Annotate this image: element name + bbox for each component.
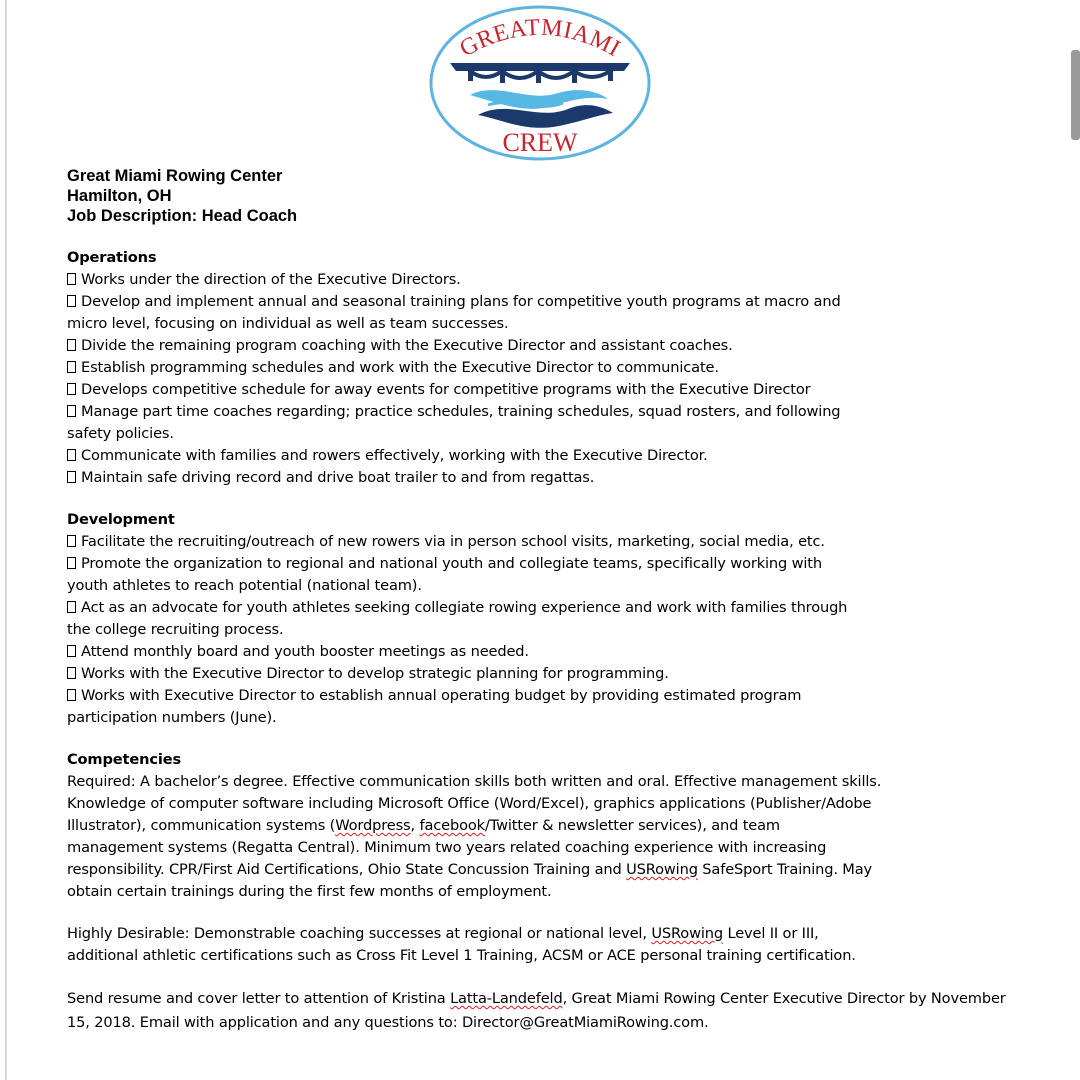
checkbox-glyph-icon	[67, 535, 76, 547]
job-description-body	[67, 247, 1007, 1035]
required-paragraph: Required: A bachelor’s degree. Effective communication skills both written and oral. Effective management skills. Knowledge of computer software including Microsoft Office (Word/Excel), graphics applications (Publisher/Adobe Illustrator), communication systems (Wordpress, facebook/Twitter & newsletter services), and team management systems (Regatta Central). Minimum two years related coaching experience with increasing responsibility. CPR/First Aid Certifications, Ohio State Concussion Training and USRowing SafeSport Training. May obtain certain trainings during the first few months of employment.	[67, 773, 882, 900]
list-item: Develop and implement annual and seasonal training plans for competitive youth programs at macro and micro level, focusing on individual as well as team successes.	[67, 293, 841, 332]
page-left-border	[5, 0, 7, 1080]
list-item: Communicate with families and rowers effectively, working with the Executive Director.	[67, 445, 1007, 467]
checkbox-glyph-icon	[67, 383, 76, 395]
document-header	[67, 166, 297, 226]
checkbox-glyph-icon	[67, 601, 76, 613]
list-item: Attend monthly board and youth booster meetings as needed.	[67, 641, 1007, 663]
list-item: Works with Executive Director to establish annual operating budget by providing estimated program participation numbers (June).	[67, 687, 802, 726]
list-item: Divide the remaining program coaching with the Executive Director and assistant coaches.	[67, 335, 1007, 357]
list-item: Maintain safe driving record and drive boat trailer to and from regattas.	[67, 467, 1007, 489]
checkbox-glyph-icon	[67, 449, 76, 461]
spellcheck-word[interactable]: Wordpress	[335, 817, 411, 834]
spellcheck-word[interactable]: Latta-Landefeld	[450, 990, 563, 1007]
checkbox-glyph-icon	[67, 557, 76, 569]
operations-heading: Operations	[67, 249, 157, 266]
checkbox-glyph-icon	[67, 361, 76, 373]
great-miami-crew-logo	[428, 3, 652, 163]
list-item: Works under the direction of the Executive Directors.	[67, 269, 1007, 291]
list-item: Act as an advocate for youth athletes seeking collegiate rowing experience and work with families through the college recruiting process.	[67, 599, 848, 638]
logo-top-text: GREATMIAMI	[455, 14, 625, 63]
job-title: Job Description: Head Coach	[67, 207, 298, 225]
location: Hamilton, OH	[67, 187, 172, 205]
list-item: Works with the Executive Director to develop strategic planning for programming.	[67, 663, 1007, 685]
checkbox-glyph-icon	[67, 295, 76, 307]
list-item: Facilitate the recruiting/outreach of new rowers via in person school visits, marketing, social media, etc.	[67, 531, 1007, 553]
list-item: Promote the organization to regional and national youth and collegiate teams, specifically working with youth athletes to reach potential (national team).	[67, 555, 822, 594]
list-item: Establish programming schedules and work with the Executive Director to communicate.	[67, 357, 1007, 379]
spellcheck-word[interactable]: USRowing	[626, 861, 698, 878]
checkbox-glyph-icon	[67, 667, 76, 679]
checkbox-glyph-icon	[67, 471, 76, 483]
scrollbar-thumb[interactable]	[1071, 50, 1080, 140]
checkbox-glyph-icon	[67, 689, 76, 701]
organization-name: Great Miami Rowing Center	[67, 167, 283, 185]
checkbox-glyph-icon	[67, 645, 76, 657]
checkbox-glyph-icon	[67, 273, 76, 285]
checkbox-glyph-icon	[67, 339, 76, 351]
logo-bottom-text: CREW	[502, 128, 578, 157]
operations-list	[67, 269, 1007, 489]
development-list	[67, 531, 1007, 729]
checkbox-glyph-icon	[67, 405, 76, 417]
list-item: Manage part time coaches regarding; practice schedules, training schedules, squad rosters, and following safety policies.	[67, 403, 841, 442]
spellcheck-word[interactable]: USRowing	[651, 925, 723, 942]
development-heading: Development	[67, 511, 175, 528]
list-item: Develops competitive schedule for away events for competitive programs with the Executive Director	[67, 379, 1007, 401]
competencies-heading: Competencies	[67, 751, 181, 768]
application-paragraph: Send resume and cover letter to attention of Kristina Latta-Landefeld, Great Miami Rowing Center Executive Director by November 15, 2018. Email with application and any questions to: Director@GreatMiamiRowing.com.	[67, 990, 1006, 1031]
spellcheck-word[interactable]: facebook	[419, 817, 485, 834]
desirable-paragraph: Highly Desirable: Demonstrable coaching successes at regional or national level, USRowing Level II or III, additional athletic certifications such as Cross Fit Level 1 Training, ACSM or ACE personal training certification.	[67, 925, 856, 964]
